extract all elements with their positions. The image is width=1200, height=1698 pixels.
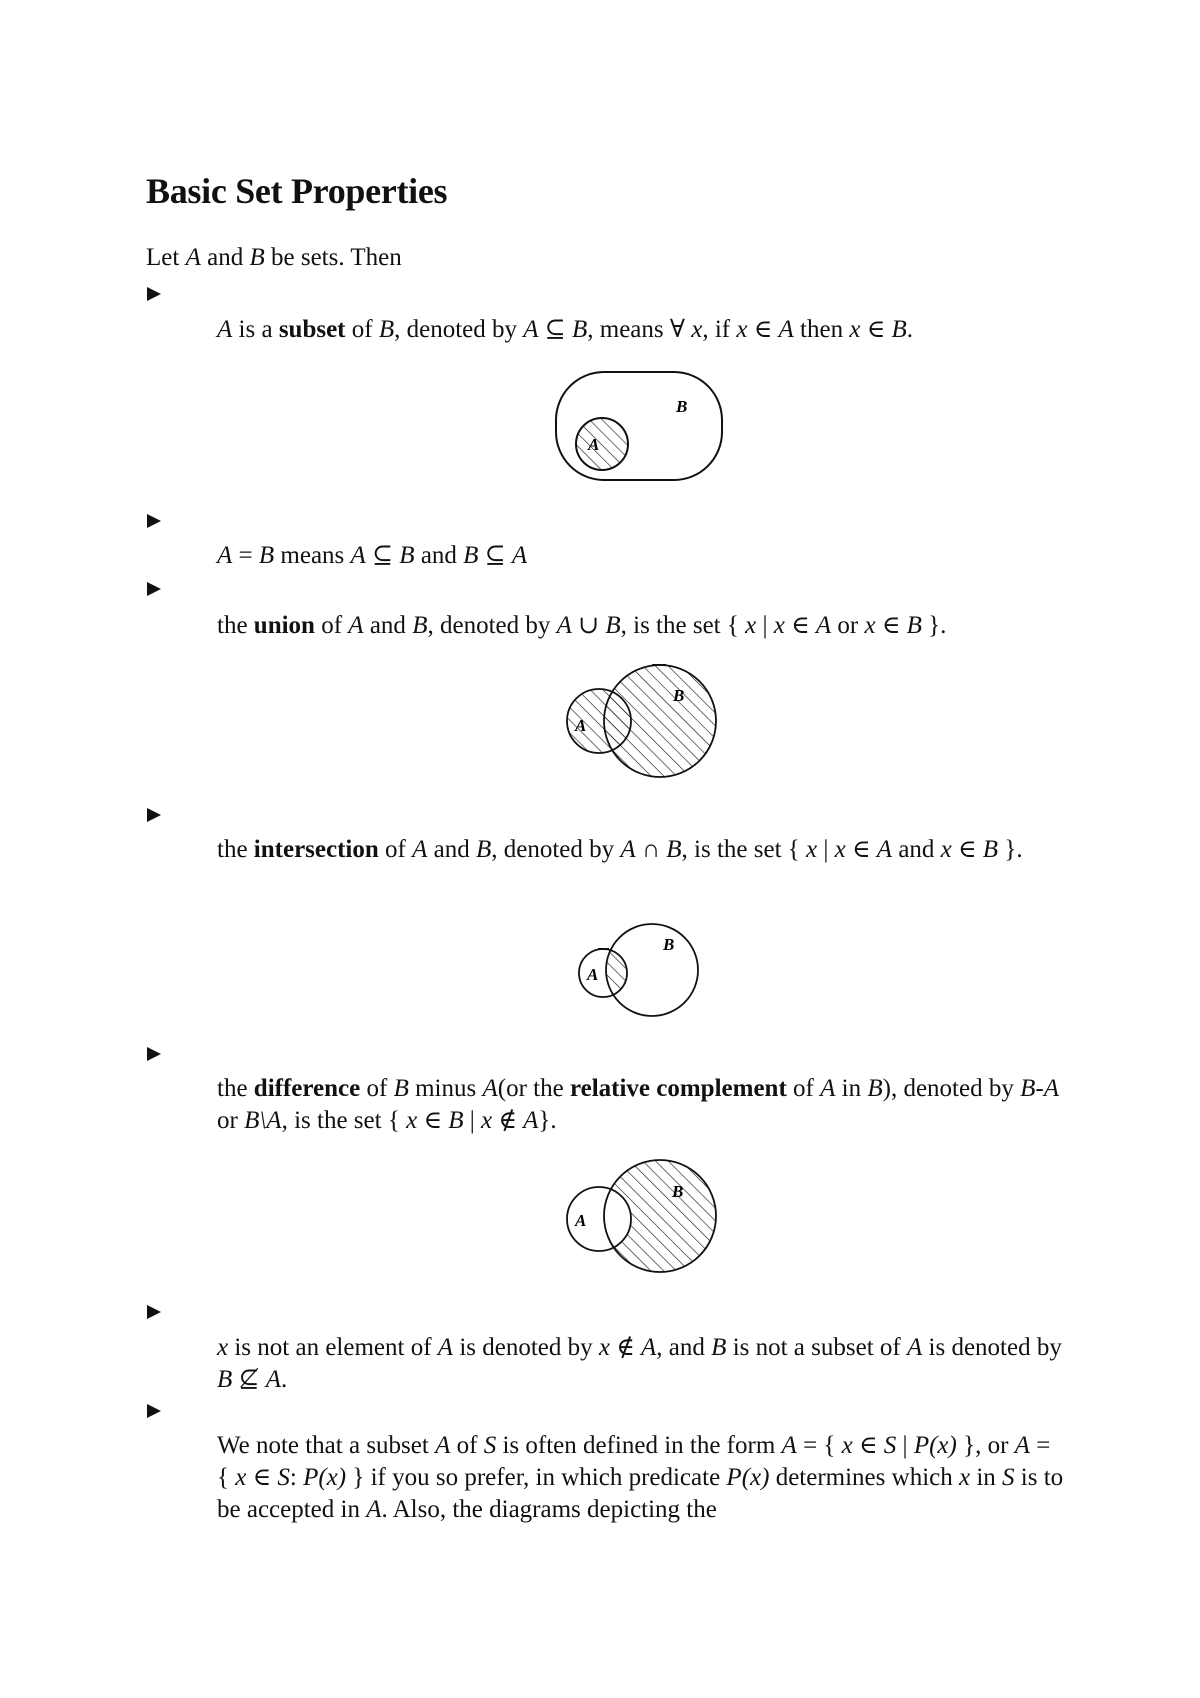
- union-definition: the union of A and B, denoted by A ∪ B, is the set { x | x ∈ A or x ∈ B }.: [217, 612, 947, 639]
- set-a-label: A: [575, 716, 587, 735]
- set-b-label: B: [676, 397, 688, 416]
- subset-venn-diagram: [550, 368, 730, 486]
- set-b-label: B: [672, 1182, 684, 1201]
- intersection-venn-diagram: [575, 918, 715, 1023]
- notation-definition: x is not an element of A is denoted by x ∉ A, and B is not a subset of A is denoted by B ⊈ A.: [217, 1334, 1062, 1393]
- set-a-label: A: [588, 435, 600, 454]
- set-b-region: [604, 665, 716, 777]
- intersection-definition: the intersection of A and B, denoted by A ∩ B, is the set { x | x ∈ A and x ∈ B }.: [217, 836, 1023, 863]
- set-a-region: [576, 418, 628, 470]
- set-b-label: B: [673, 686, 685, 705]
- page-title: Basic Set Properties: [146, 171, 448, 211]
- set-a-label: A: [575, 1211, 587, 1230]
- union-venn-diagram: [560, 660, 720, 785]
- bullet-icon: [147, 514, 161, 528]
- bullet-icon: [147, 1305, 161, 1319]
- set-a-label: A: [587, 965, 599, 984]
- bullet-icon: [147, 1047, 161, 1061]
- difference-venn-diagram: [560, 1155, 720, 1280]
- intro-text: Let A and B be sets. Then: [146, 244, 402, 271]
- subset-definition: A is a subset of B, denoted by A ⊆ B, means ∀ x, if x ∈ A then x ∈ B.: [217, 316, 913, 343]
- note-paragraph: We note that a subset A of S is often defined in the form A = { x ∈ S | P(x) }, or A = { x ∈ S: P(x) } if you so prefer, in which predicate P(x) determines which x in S is to be accepted in A. Also, the diagrams depicting the: [217, 1432, 1064, 1523]
- difference-definition: the difference of B minus A(or the relative complement of A in B), denoted by B-A or B\A, is the set { x ∈ B | x ∉ A}.: [217, 1075, 1059, 1134]
- set-b-label: B: [663, 935, 675, 954]
- set-b-region: [556, 372, 722, 480]
- bullet-icon: [147, 582, 161, 596]
- bullet-icon: [147, 1404, 161, 1418]
- equality-definition: A = B means A ⊆ B and B ⊆ A: [217, 542, 528, 569]
- bullet-icon: [147, 808, 161, 822]
- bullet-icon: [147, 287, 161, 301]
